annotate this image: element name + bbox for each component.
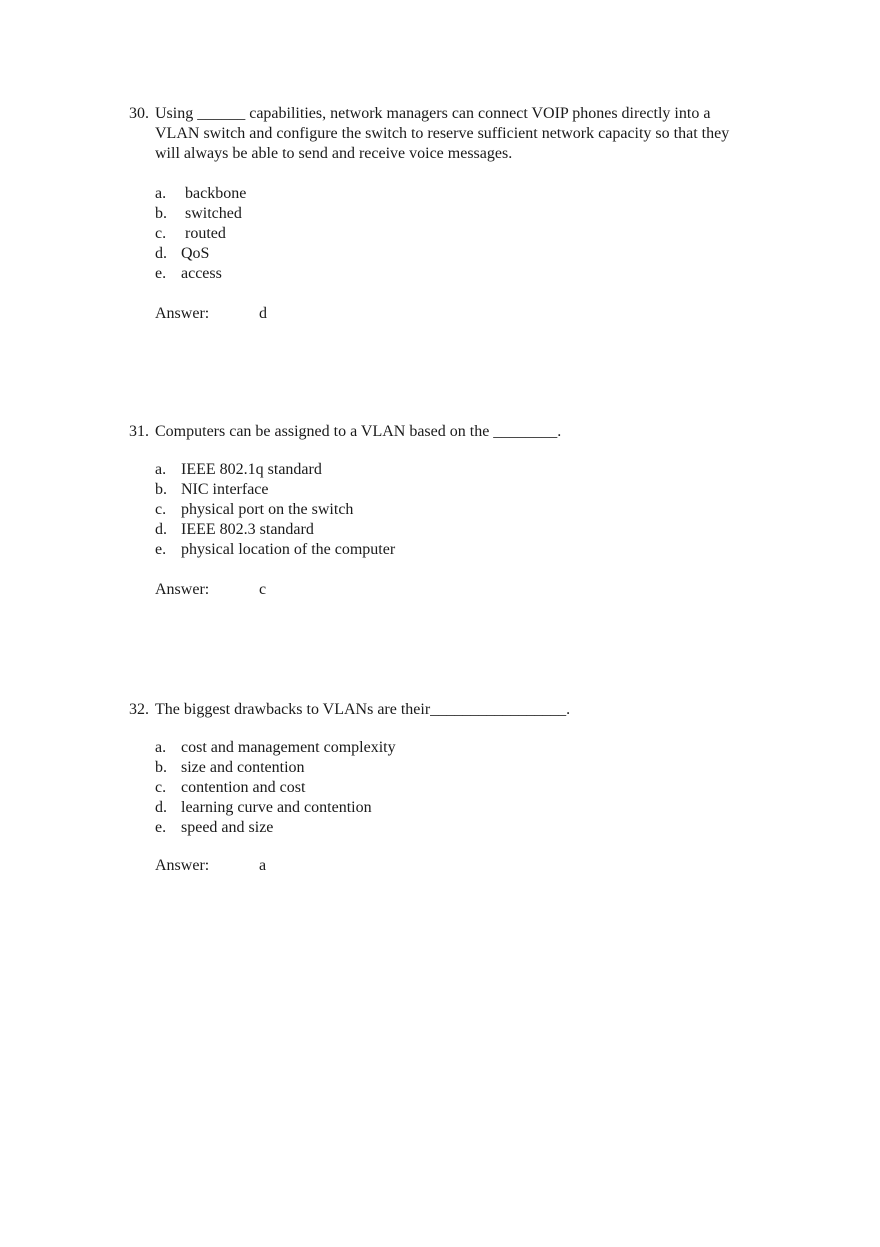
- option-letter: e.: [155, 541, 167, 558]
- option-c: [155, 500, 769, 520]
- answer-label: Answer:: [155, 305, 210, 322]
- option-text: physical port on the switch: [181, 501, 354, 518]
- option-e: [155, 264, 769, 284]
- option-a: [155, 460, 769, 480]
- answer-value: a: [259, 857, 267, 874]
- option-a: [155, 738, 769, 758]
- option-b: [155, 204, 769, 224]
- option-d: [155, 798, 769, 818]
- question-stem: [129, 104, 769, 164]
- option-c: [155, 224, 769, 244]
- option-list: [129, 460, 769, 560]
- answer-line: [129, 304, 769, 324]
- option-letter: b.: [155, 481, 167, 498]
- question-number: 32.: [129, 701, 149, 718]
- answer-line: [129, 856, 769, 876]
- option-text: size and contention: [181, 759, 305, 776]
- question-31: [129, 422, 769, 600]
- option-b: [155, 758, 769, 778]
- option-e: [155, 818, 769, 838]
- option-text: backbone: [185, 185, 247, 202]
- option-letter: e.: [155, 265, 167, 282]
- option-letter: c.: [155, 779, 167, 796]
- question-stem: [129, 422, 769, 442]
- option-text: access: [181, 265, 222, 282]
- question-text: The biggest drawbacks to VLANs are their_________________.: [155, 701, 571, 718]
- option-text: speed and size: [181, 819, 274, 836]
- option-text: routed: [185, 225, 226, 242]
- answer-value: d: [259, 305, 267, 322]
- question-32: [129, 700, 769, 876]
- option-letter: a.: [155, 739, 167, 756]
- question-stem: [129, 700, 769, 720]
- option-letter: d.: [155, 799, 167, 816]
- option-letter: a.: [155, 185, 167, 202]
- option-text: cost and management complexity: [181, 739, 396, 756]
- option-letter: c.: [155, 501, 167, 518]
- option-letter: c.: [155, 225, 167, 242]
- answer-label: Answer:: [155, 581, 210, 598]
- option-d: [155, 244, 769, 264]
- option-text: contention and cost: [181, 779, 306, 796]
- option-b: [155, 480, 769, 500]
- option-text: QoS: [181, 245, 210, 262]
- question-number: 30.: [129, 105, 149, 122]
- answer-label: Answer:: [155, 857, 210, 874]
- option-a: [155, 184, 769, 204]
- option-letter: b.: [155, 759, 167, 776]
- option-text: learning curve and contention: [181, 799, 372, 816]
- option-letter: b.: [155, 205, 167, 222]
- option-text: IEEE 802.3 standard: [181, 521, 314, 538]
- answer-value: c: [259, 581, 267, 598]
- question-text: Using ______ capabilities, network managers can connect VOIP phones directly into a VLAN switch and configure the switch to reserve sufficient network capacity so that they will always be able to send and receive voice messages.: [155, 105, 730, 162]
- option-letter: d.: [155, 521, 167, 538]
- question-text: Computers can be assigned to a VLAN based on the ________.: [155, 423, 562, 440]
- option-c: [155, 778, 769, 798]
- question-number: 31.: [129, 423, 149, 440]
- answer-line: [129, 580, 769, 600]
- option-text: switched: [185, 205, 242, 222]
- option-letter: d.: [155, 245, 167, 262]
- option-list: [129, 184, 769, 284]
- option-text: physical location of the computer: [181, 541, 396, 558]
- option-e: [155, 540, 769, 560]
- option-text: IEEE 802.1q standard: [181, 461, 322, 478]
- option-list: [129, 738, 769, 838]
- question-30: [129, 104, 769, 324]
- option-text: NIC interface: [181, 481, 269, 498]
- option-letter: e.: [155, 819, 167, 836]
- option-d: [155, 520, 769, 540]
- option-letter: a.: [155, 461, 167, 478]
